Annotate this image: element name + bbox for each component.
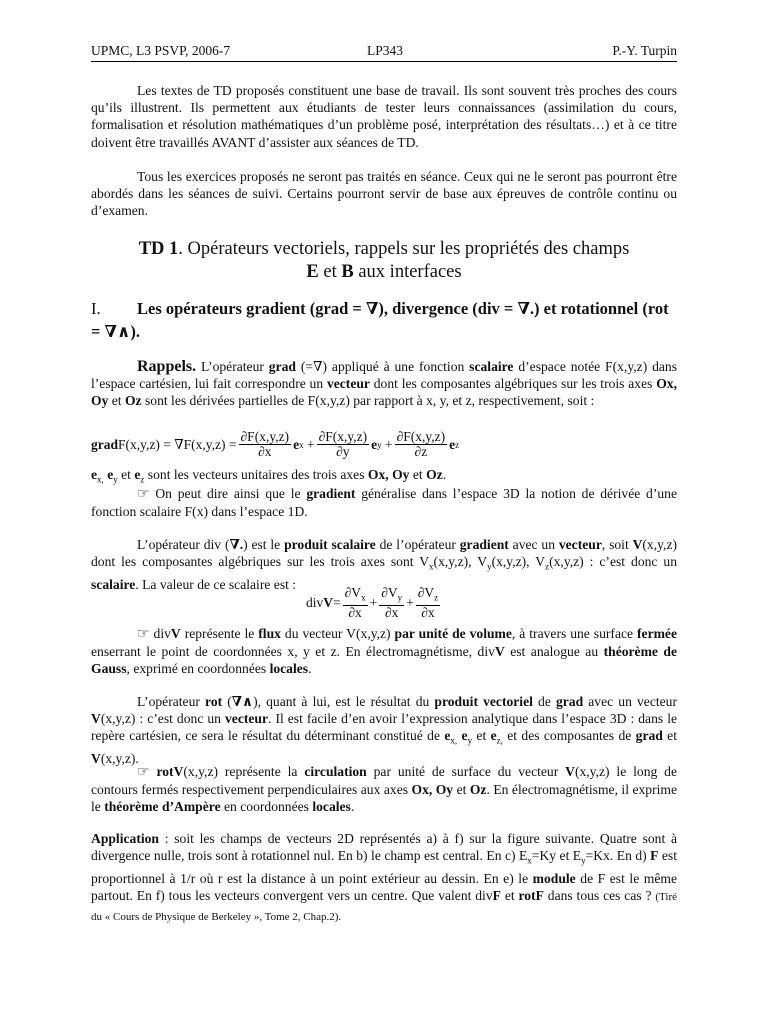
div-t9: (x,y,z) : c’est donc un [549, 554, 677, 570]
unit-e: e [293, 436, 300, 452]
frac-num-text: ∂V [381, 585, 398, 600]
section-grad-eq: grad = ∇ [315, 299, 379, 318]
rot-t10: et des composantes de [502, 728, 636, 744]
divnote-fermee: fermée [637, 626, 678, 641]
gradnote-grad: gradient [306, 486, 356, 501]
divnote-t4: , à travers une surface [511, 626, 638, 641]
pointing-hand-icon: ☞ [137, 626, 150, 642]
div-grad: gradient [459, 537, 509, 552]
div-t1: L’opérateur div ( [137, 537, 230, 552]
app-F2: F [492, 888, 501, 904]
rappels-t2: (=∇) appliqué à une fonction [295, 359, 470, 374]
eq-grad-lhs: F(x,y,z) = ∇F(x,y,z) = [118, 436, 237, 452]
rot-vect: vecteur [225, 711, 269, 727]
rot-eys: y [467, 736, 473, 747]
rotnote-amp: théorème d’Ampère [104, 799, 221, 815]
rotnote-t6: . En électromagnétisme, il exprime le [91, 782, 677, 815]
title-e: E [306, 262, 319, 282]
rappels-label: Rappels. [137, 358, 197, 375]
divergence-equation: div V = $\frac{\partial V_x}{\partial x}$ + $\frac{\partial V_y}{\partial x}$ + $\frac{\partial V_z}{\partial x}$ [306, 585, 439, 620]
divnote-t3: du vecteur V(x,y,z) [280, 626, 395, 641]
pointing-hand-icon: ☞ [137, 486, 150, 502]
rotnote-oz: Oz [469, 782, 487, 798]
divnote-V2: V [494, 644, 505, 660]
rotnote-t4: (x,y,z) le long de contours fermés respectivement perpendiculaires aux axes [91, 764, 677, 798]
application-paragraph [91, 830, 677, 926]
running-header [91, 41, 677, 62]
rotational-note [91, 763, 677, 816]
header-course: UPMC, L3 PSVP, 2006-7 [91, 43, 231, 58]
rot-grad2: grad [635, 728, 663, 744]
frac-num [416, 586, 440, 606]
div-nabla: ∇. [229, 537, 244, 552]
unit-sub: y [377, 439, 382, 450]
divnote-t1: div [149, 626, 171, 641]
rotnote-t3: par unité de surface du vecteur [366, 764, 566, 779]
unit-oz: Oz [426, 467, 443, 482]
unit-t2: sont les vecteurs unitaires des trois axes [144, 467, 368, 482]
frac-den: ∂x [258, 444, 272, 459]
div-V: V [632, 537, 643, 552]
frac-num [379, 586, 404, 606]
gradient-note [91, 485, 677, 520]
app-t4: est proportionnel à 1/r où r est la distance à un point extérieur au dessin. En e) le [91, 848, 677, 887]
rappels-paragraph [91, 358, 677, 410]
frac-den: ∂x [348, 604, 362, 620]
div-ps: produit scalaire [284, 537, 376, 552]
unit-t4: . [442, 467, 447, 482]
div-t7: (x,y,z), V [433, 554, 488, 570]
frac-num-text: ∂V [417, 585, 435, 600]
section-text-d: ( [638, 299, 648, 318]
unit-t1: et [117, 467, 135, 482]
rappels-oy: Oy [91, 393, 109, 409]
rot-t6: (x,y,z) : c’est donc un [100, 711, 225, 727]
frac-den: ∂x [384, 604, 399, 620]
divnote-loc: locales [269, 661, 309, 677]
rappels-oz: Oz [124, 393, 142, 409]
section-grad: gradient [246, 299, 306, 318]
rotnote-t8: . [350, 799, 355, 815]
rappels-t7: sont les dérivées partielles de F(x,y,z) par rapport à x, y, et z, respectivement, soit : [141, 393, 595, 409]
rotnote-t7: en coordonnées [220, 799, 313, 815]
eq-grad-frac-x [239, 430, 292, 459]
section-rot: rotationnel [560, 299, 639, 318]
frac-num: ∂F(x,y,z) [318, 429, 368, 444]
page-title [91, 238, 677, 284]
frac-den: ∂y [336, 444, 350, 459]
divnote-t8: . [308, 661, 312, 677]
app-sy: y [581, 855, 586, 866]
rot-t3: ), quant à lui, est le résultat du [253, 694, 435, 709]
frac-num-text: ∂V [344, 585, 362, 600]
rot-rot: rot [205, 694, 223, 709]
app-ref: (Tiré du « Cours de Physique de Berkeley », Tome 2, Chap.2). [91, 891, 677, 923]
title-td: TD 1 [138, 239, 179, 259]
unit-oy: Oy [392, 467, 410, 482]
frac-num-sub: z [434, 592, 439, 603]
rappels-t4: dont les composantes algébriques sur les trois axes [369, 376, 657, 392]
div-sz: z [545, 561, 550, 572]
div-t3: de l’opérateur [375, 537, 460, 552]
rot-t9: et [472, 728, 491, 744]
rappels-scal: scalaire [469, 359, 514, 374]
title-text-1: . Opérateurs vectoriels, rappels sur les propriétés des champs [178, 239, 630, 259]
unit-ox: Ox, [367, 467, 389, 482]
title-mid: et [318, 262, 342, 282]
div-t6: (x,y,z) dont les composantes algébriques sur les trois axes sont V [91, 537, 678, 570]
unit-sub: x [299, 439, 304, 450]
rotnote-V2: V [565, 764, 575, 779]
divergence-note [91, 625, 677, 678]
rot-grad: grad [555, 694, 584, 709]
eq-grad-frac-z [395, 430, 448, 459]
rotnote-loc: locales [312, 799, 351, 815]
rot-t12: (x,y,z). [100, 751, 139, 767]
eq-div-V: V [323, 594, 334, 610]
rot-ey: e [461, 728, 468, 744]
ez-sub: z [140, 474, 145, 485]
rappels-grad: grad [268, 359, 296, 374]
rappels-vect: vecteur [326, 376, 370, 392]
rotnote-ox: Ox, Oy [411, 782, 454, 798]
rot-t2: ( [222, 694, 232, 709]
rotnote-rot: rot [156, 764, 174, 779]
rot-ezs: z, [496, 736, 503, 747]
title-end: aux interfaces [353, 262, 462, 282]
section-text-a: Les opérateurs [137, 299, 247, 318]
eq-grad-lhs-bold: grad [91, 436, 118, 452]
divnote-puv: par unité de volume [394, 626, 512, 641]
rappels-t6: et [108, 393, 125, 409]
divnote-flux: flux [258, 626, 281, 641]
header-author: P.-Y. Turpin [612, 43, 677, 58]
section-text-c: ), divergence (div = ∇.) et [378, 299, 561, 318]
rot-ex: e [444, 728, 451, 744]
app-t6: et [500, 888, 519, 904]
div-t5: , soit [601, 537, 633, 552]
eq-div-frac-y [379, 586, 404, 620]
ex: e [91, 467, 98, 482]
rot-V: V [91, 711, 101, 727]
section-heading [91, 297, 677, 343]
rot-t7: . Il est facile d’en avoir l’expression analytique dans l’espace 3D : dans le repère cartésien, ce sera le résultat du déterminant constitué de [91, 711, 678, 744]
rot-ez: e [490, 728, 497, 744]
rotnote-V: V [173, 764, 184, 779]
gradient-equation: grad F(x,y,z) = ∇F(x,y,z) = $\frac{\partial F(x,y,z)}{\partial x}$ e x + $\frac{\partial F(x,y,z)}{\partial y}$ e y + $\frac{\partial F(x,y,z)}{\partial z}$ e z [91, 429, 460, 459]
div-t2: ) est le [243, 537, 285, 552]
ey-sub: y [113, 474, 118, 485]
gradnote-t1: On peut dire ainsi que le [149, 486, 307, 501]
divnote-t2: représente le [180, 626, 259, 641]
div-scal: scalaire [91, 577, 136, 593]
rappels-ox: Ox, [656, 376, 677, 392]
rotnote-t5: et [453, 782, 470, 798]
intro-paragraph-2: Tous les exercices proposés ne seront pas traités en séance. Ceux qui ne le seront pas pourront être abordés dans les séances de suivi. Certains pourront servir de base aux épreuves de contrôle continu ou d’examen. [91, 169, 677, 219]
eq-div-eq: = [333, 594, 341, 610]
section-text-b: ( [305, 299, 316, 318]
intro-paragraph-1: Les textes de TD proposés constituent une base de travail. Ils sont souvent très proches des cours qu’ils illustrent. Ils permettent aux étudiants de tester leurs connaissances (assimilation du cours, formalisation et résolution mathématiques d’un problème posé, interprétation des résultats…) et à ce titre doivent être travaillés AVANT d’assister aux séances de TD. [91, 83, 677, 150]
unit-t3: et [409, 467, 427, 482]
section-text-e: ). [130, 322, 140, 341]
unit-e: e [449, 436, 456, 452]
rot-V2: V [91, 751, 101, 767]
div-t8: (x,y,z), V [491, 554, 546, 570]
app-mod: module [532, 871, 576, 887]
unit-e: e [371, 436, 378, 452]
rot-t5: avec un vecteur [583, 694, 677, 709]
app-label: Application [91, 831, 159, 846]
ey: e [107, 467, 114, 482]
rappels-t1: L’opérateur [196, 359, 269, 374]
pointing-hand-icon: ☞ [137, 764, 150, 780]
divnote-t7: , exprimé en coordonnées [126, 661, 270, 677]
app-sx: x [527, 855, 532, 866]
unit-sub: z [455, 439, 460, 450]
app-t1: : soit les champs de vecteurs 2D représentés a) à f) sur la figure suivante. Quatre sont à divergence nulle, trois sont à rotationnel nul. En b) le champ est central. En c) E [91, 831, 677, 864]
app-t5: de F est le même partout. En f) tous les vecteurs convergent vers un centre. Que valent div [91, 871, 677, 904]
rotational-paragraph [91, 693, 677, 768]
frac-num: ∂F(x,y,z) [396, 429, 446, 444]
rot-nabla: ∇∧ [231, 694, 254, 709]
frac-den: ∂z [414, 444, 428, 459]
rot-exs: x, [450, 736, 458, 747]
app-rotF: rotF [518, 888, 544, 904]
gradnote-t2: généralise dans l’espace 3D la notion de dérivée d’une fonction scalaire F(x) dans l’espace 1D. [91, 486, 677, 520]
section-rot-eq: rot = ∇∧ [91, 299, 669, 341]
frac-num-sub: y [397, 592, 403, 603]
header-code: LP343 [367, 43, 404, 58]
eq-div-lhs: div [306, 594, 324, 610]
div-t10: . La valeur de ce scalaire est : [135, 577, 297, 593]
rotnote-t2: (x,y,z) représente la [183, 764, 305, 779]
frac-den: ∂x [421, 604, 435, 620]
app-F: F [650, 848, 659, 864]
ex-sub: x, [97, 474, 104, 485]
frac-num [343, 586, 368, 606]
section-number: I. [91, 299, 101, 318]
div-t4: avec un [508, 537, 559, 552]
div-sx: x [429, 561, 434, 572]
rot-t4: de [532, 694, 556, 709]
ez: e [134, 467, 141, 482]
app-t3: =Kx. En d) [585, 848, 651, 864]
eq-div-frac-z [416, 586, 440, 620]
app-t2: =Ky et E [531, 848, 582, 864]
divnote-t5: enserrant le point de coordonnées x, y et z. En électromagnétisme, div [91, 644, 495, 660]
rappels-t3: d’espace notée F(x,y,z) dans l’espace cartésien, lui fait correspondre un [91, 359, 678, 392]
rot-t11: et [662, 728, 677, 744]
app-t7: dans tous ces cas ? [543, 888, 656, 904]
div-vect: vecteur [558, 537, 602, 552]
divnote-gauss: théorème de Gauss [91, 644, 678, 677]
rot-t1: L’opérateur [137, 694, 206, 709]
div-sy: y [487, 561, 492, 572]
frac-num: ∂F(x,y,z) [240, 429, 290, 444]
rotnote-circ: circulation [304, 764, 367, 779]
divnote-V: V [170, 626, 181, 641]
eq-grad-frac-y [317, 430, 370, 459]
rot-pv: produit vectoriel [434, 694, 533, 709]
divnote-t6: est analogue au [504, 644, 604, 660]
eq-div-frac-x [343, 586, 368, 620]
frac-num-sub: x [361, 592, 366, 603]
title-b: B [341, 262, 354, 282]
